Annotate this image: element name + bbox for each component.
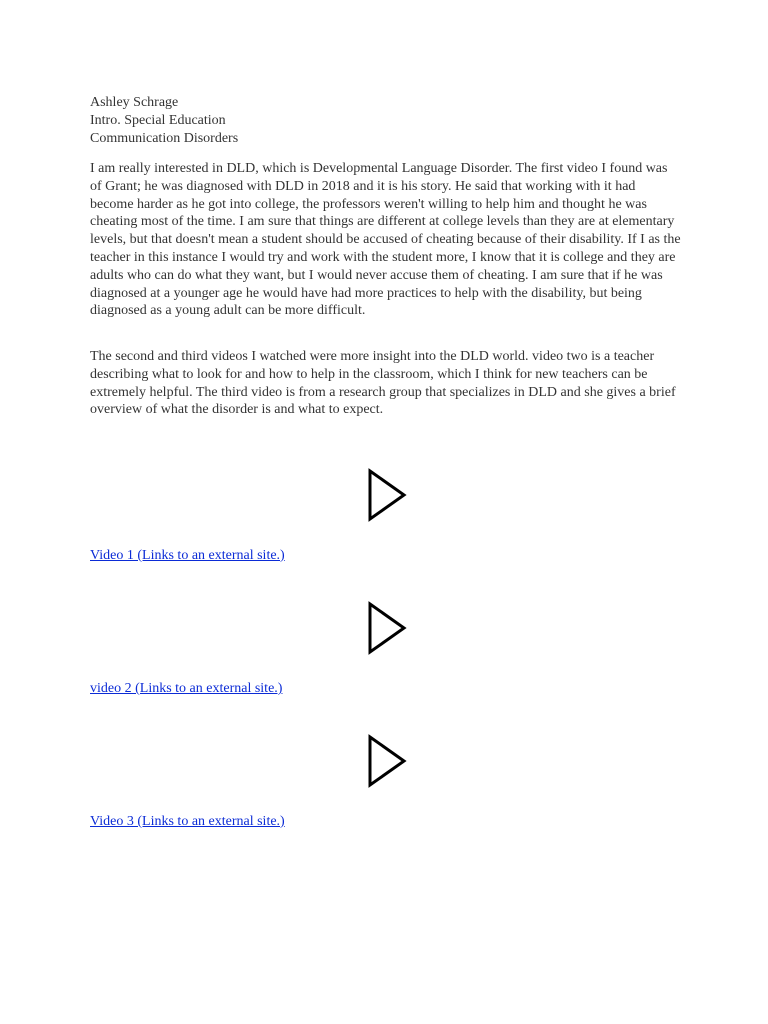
video-3-play-icon[interactable] — [365, 734, 409, 788]
document-header — [90, 94, 690, 148]
paragraph-2: The second and third videos I watched were more insight into the DLD world. video two is a teacher describing what to look for and how to help in the classroom, which I think for new teachers can be extremely helpful. The third video is from a research group that specializes in DLD and she gives a brief overview of what the disorder is and what to expect. — [90, 349, 676, 418]
video-2-link[interactable]: video 2 (Links to an external site.) — [90, 681, 283, 696]
author-name: Ashley Schrage — [90, 95, 179, 110]
video-3-link[interactable]: Video 3 (Links to an external site.) — [90, 814, 285, 829]
course-name: Intro. Special Education — [90, 113, 226, 128]
video-1-link[interactable]: Video 1 (Links to an external site.) — [90, 548, 285, 563]
video-2-play-icon[interactable] — [365, 601, 409, 655]
topic-title: Communication Disorders — [90, 131, 239, 146]
video-1-play-icon[interactable] — [365, 468, 409, 522]
paragraph-1: I am really interested in DLD, which is Developmental Language Disorder. The first video I found was of Grant; he was diagnosed with DLD in 2018 and it is his story. He said that working with it had become harder as he got into college, the professors weren't willing to help him and thought he was cheating most of the time. I am sure that things are different at college levels than they are at elementary levels, but that doesn't mean a student should be accused of cheating because of their disability. If I as the teacher in this instance I would try and work with the student more, I know that it is college and they are adults who can do what they want, but I would never accuse them of cheating. I am sure that if he was diagnosed at a younger age he would have had more practices to help with the disability, but being diagnosed as a young adult can be more difficult. — [90, 161, 681, 319]
